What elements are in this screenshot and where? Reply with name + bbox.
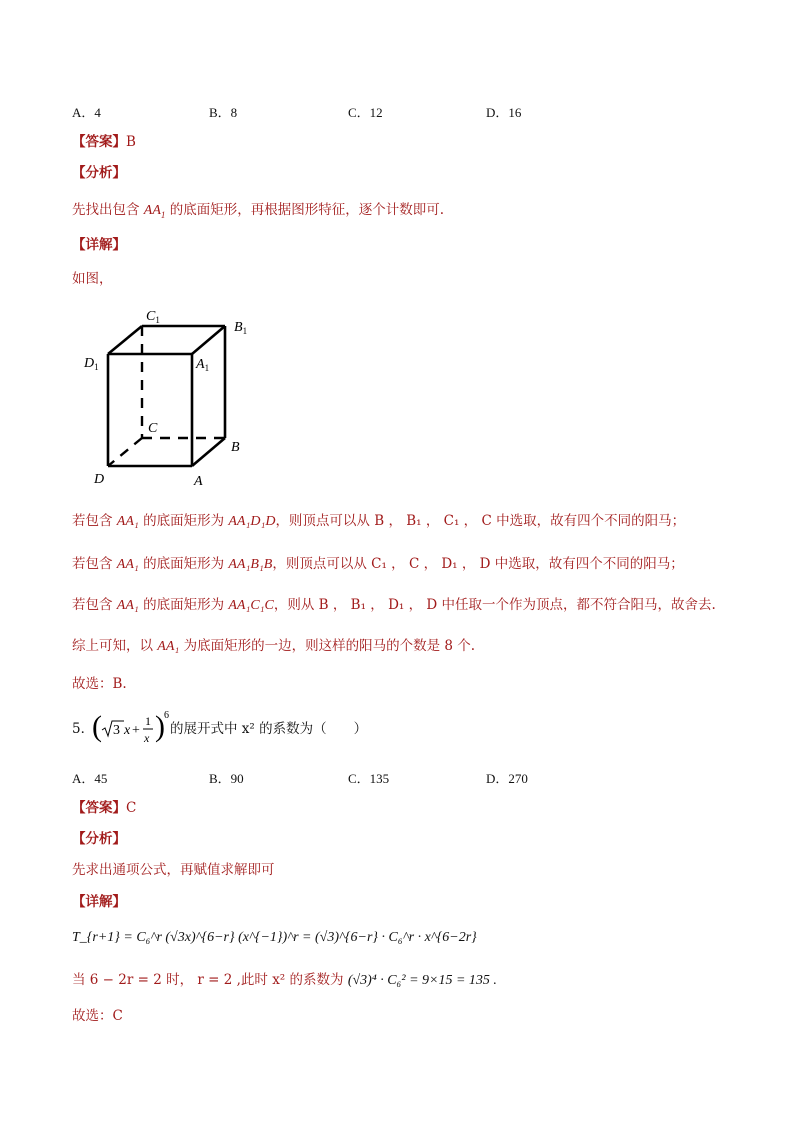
case2-part-a: 若包含: [72, 556, 117, 572]
q4-analysis-label: 【分析】: [72, 165, 126, 181]
q5-conclusion: 故选：C: [72, 1008, 123, 1024]
exponent-6: 6: [164, 710, 169, 721]
q4-analysis-text: [72, 201, 444, 224]
case2-aa1: AA₁: [116, 557, 139, 572]
q5-option-b: B．90: [209, 771, 244, 786]
q5-expression: [92, 708, 172, 752]
summary-part-b: 为底面矩形的一边，则这样的阳马的个数是 8 个.: [179, 638, 476, 654]
q4-analysis-math-main: AA: [143, 203, 161, 218]
q5-formula: T_{r+1} = C₆^r (√3x)^{6−r} (x^{−1})^r = (√3)^{6−r} · C₆^r · x^{6−2r}: [72, 930, 477, 945]
q4-option-d: D．16: [486, 105, 522, 120]
q4-summary: [72, 637, 475, 656]
case3-part-b: 的底面矩形为: [138, 597, 229, 613]
q4-case-2: [72, 555, 684, 574]
label-b1: $B_1$: [234, 320, 248, 336]
edge-a1-b1: [192, 326, 225, 354]
q4-case-3: [72, 596, 716, 615]
case1-part-c: ，则顶点可以从 B ， B₁ ， C₁ ， C 中选取，故有四个不同的阳马；: [275, 513, 686, 529]
q5-answer: [72, 799, 136, 817]
left-paren: (: [92, 710, 102, 743]
q4-option-c: C．12: [348, 105, 383, 120]
frac-den: x: [144, 731, 150, 745]
case3-part-a: 若包含: [72, 597, 117, 613]
sqrt-arg: 3: [113, 723, 120, 738]
q4-analysis-part-a: 先找出包含: [72, 202, 144, 218]
right-paren: ): [155, 710, 165, 743]
case1-part-b: 的底面矩形为: [138, 513, 229, 529]
q5-when: [72, 971, 497, 990]
edge-d1-c1: [108, 326, 142, 354]
q5-when-part-b: (√3)⁴ · C₆² = 9×15 = 135 .: [347, 973, 497, 988]
label-c1: $C_1$: [146, 309, 160, 325]
frac-num: 1: [145, 714, 151, 728]
q5-answer-value: C: [126, 800, 137, 816]
q4-conclusion: 故选：B.: [72, 676, 127, 692]
case1-part-a: 若包含: [72, 513, 117, 529]
label-c: C: [148, 421, 158, 436]
q4-option-b: B．8: [209, 105, 238, 120]
q4-answer-value: B: [126, 134, 136, 150]
q4-detail-intro: 如图，: [72, 271, 113, 287]
label-d1: $D_1$: [84, 356, 99, 372]
case3-part-c: ，则从 B ， B₁ ， D₁ ， D 中任取一个作为顶点，都不符合阳马，故舍去.: [273, 597, 716, 613]
summary-part-a: 综上可知，以: [72, 638, 158, 654]
q5-option-a: A．45: [72, 771, 108, 786]
q4-analysis-math: [144, 203, 166, 218]
q4-analysis-math-sub: 1: [160, 209, 166, 220]
q5-analysis-label: 【分析】: [72, 831, 126, 847]
q4-analysis-part-b: 的底面矩形，再根据图形特征，逐个计数即可.: [165, 202, 444, 218]
summary-aa1: AA₁: [157, 639, 180, 654]
plus-sign: +: [132, 723, 140, 738]
q5-detail-label: 【详解】: [72, 894, 126, 910]
case3-aa1: AA₁: [116, 598, 139, 613]
case1-aa1: AA₁: [116, 514, 139, 529]
case2-part-c: ，则顶点可以从 C₁ ， C ， D₁ ， D 中选取，故有四个不同的阳马；: [272, 556, 684, 572]
label-d: D: [94, 472, 105, 487]
q5-analysis-text: 先求出通项公式，再赋值求解即可: [72, 862, 275, 878]
q5-option-c: C．135: [348, 771, 390, 786]
label-b: B: [231, 440, 240, 455]
q5-answer-label: 【答案】: [72, 800, 126, 816]
q4-answer: [72, 133, 136, 151]
var-x: x: [124, 723, 131, 738]
case3-rect: AA₁C₁C: [228, 598, 274, 613]
edge-c-d-hidden: [108, 438, 142, 466]
label-a1: $A_1$: [196, 357, 210, 373]
q4-answer-label: 【答案】: [72, 134, 126, 150]
label-a: A: [194, 474, 203, 489]
box-figure: [78, 300, 268, 490]
edge-a-b: [192, 438, 225, 466]
q5-stem-tail: 的展开式中 x² 的系数为（ ）: [170, 721, 368, 737]
q5-number: 5．: [72, 721, 95, 737]
case1-rect: AA₁D₁D: [228, 514, 276, 529]
case2-part-b: 的底面矩形为: [138, 556, 229, 572]
q4-option-a: A．4: [72, 105, 101, 120]
q5-option-d: D．270: [486, 771, 528, 786]
q4-detail-label: 【详解】: [72, 237, 126, 253]
q4-case-1: [72, 512, 685, 531]
q5-when-part-a: 当 6 − 2r = 2 时， r = 2 ,此时 x² 的系数为: [72, 972, 348, 988]
case2-rect: AA₁B₁B: [228, 557, 273, 572]
